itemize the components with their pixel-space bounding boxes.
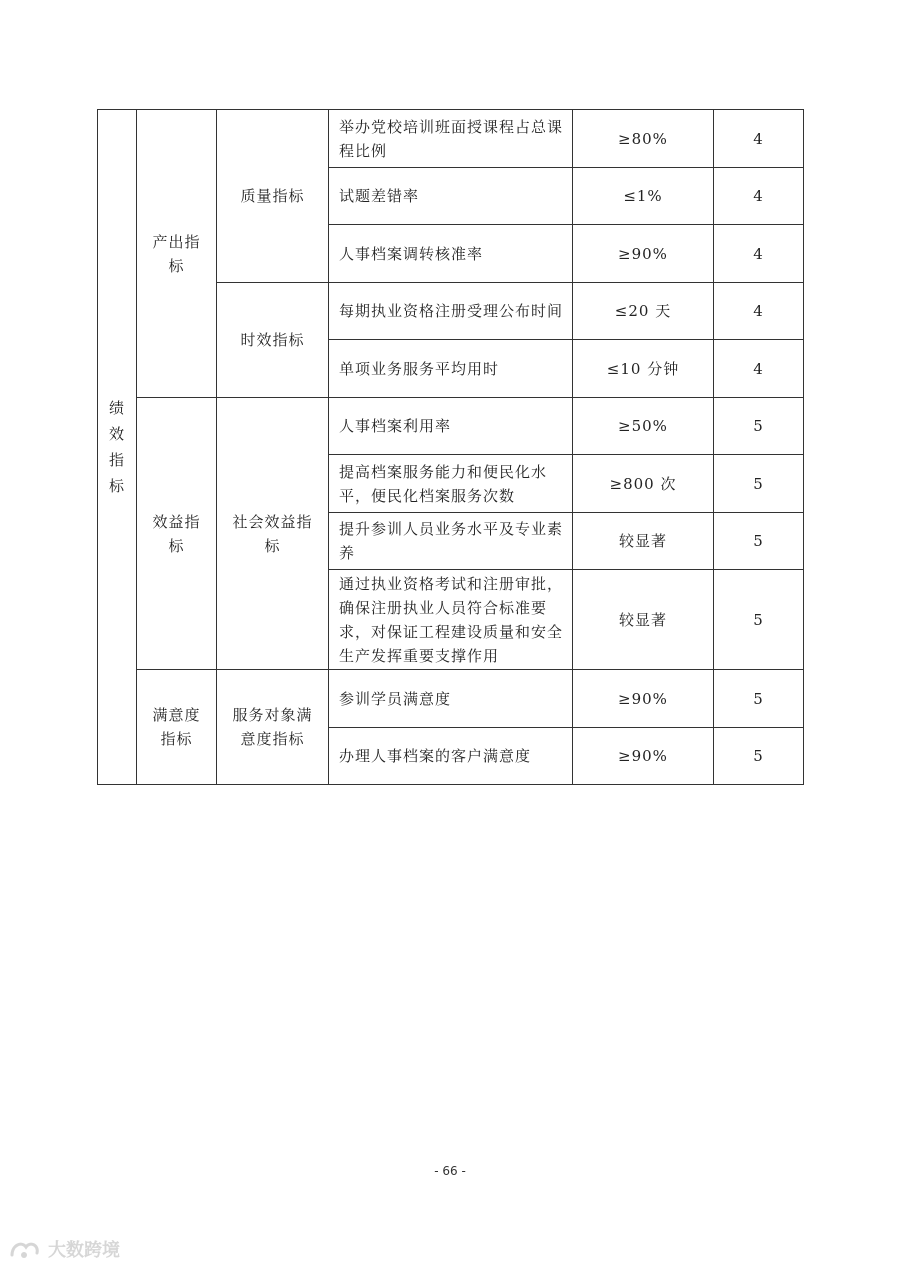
indicator-cell: 人事档案调转核准率 bbox=[329, 225, 573, 283]
score-cell: 5 bbox=[714, 455, 804, 513]
indicator-cell: 单项业务服务平均用时 bbox=[329, 340, 573, 398]
target-value-cell: 较显著 bbox=[573, 570, 714, 670]
score-cell: 5 bbox=[714, 570, 804, 670]
table-row bbox=[98, 398, 804, 455]
indicator-cell: 参训学员满意度 bbox=[329, 670, 573, 728]
score-cell: 5 bbox=[714, 513, 804, 570]
table-row bbox=[98, 110, 804, 168]
performance-indicator-table bbox=[97, 109, 804, 785]
score-cell: 4 bbox=[714, 225, 804, 283]
level3-service-satisfaction: 服务对象满意度指标 bbox=[217, 670, 329, 785]
level2-output: 产出指标 bbox=[137, 110, 217, 398]
indicator-cell: 提高档案服务能力和便民化水平，便民化档案服务次数 bbox=[329, 455, 573, 513]
table-row bbox=[98, 670, 804, 728]
target-value-cell: 较显著 bbox=[573, 513, 714, 570]
score-cell: 4 bbox=[714, 340, 804, 398]
target-value-cell: ≥80% bbox=[573, 110, 714, 168]
target-value-cell: ≥90% bbox=[573, 225, 714, 283]
score-cell: 4 bbox=[714, 110, 804, 168]
target-value-cell: ≤20 天 bbox=[573, 283, 714, 340]
indicator-cell: 举办党校培训班面授课程占总课程比例 bbox=[329, 110, 573, 168]
target-value-cell: ≥90% bbox=[573, 728, 714, 785]
indicator-cell: 通过执业资格考试和注册审批，确保注册执业人员符合标准要求，对保证工程建设质量和安全生产发挥重要支撑作用 bbox=[329, 570, 573, 670]
indicator-cell: 人事档案利用率 bbox=[329, 398, 573, 455]
level1-label: 绩效指标 bbox=[109, 399, 126, 495]
level3-timeliness: 时效指标 bbox=[217, 283, 329, 398]
target-value-cell: ≤10 分钟 bbox=[573, 340, 714, 398]
indicator-cell: 试题差错率 bbox=[329, 168, 573, 225]
score-cell: 4 bbox=[714, 283, 804, 340]
target-value-cell: ≥90% bbox=[573, 670, 714, 728]
score-cell: 5 bbox=[714, 670, 804, 728]
level2-benefit: 效益指标 bbox=[137, 398, 217, 670]
level3-social-benefit: 社会效益指标 bbox=[217, 398, 329, 670]
indicator-cell: 办理人事档案的客户满意度 bbox=[329, 728, 573, 785]
indicator-cell: 提升参训人员业务水平及专业素养 bbox=[329, 513, 573, 570]
watermark bbox=[8, 1236, 120, 1262]
level3-quality: 质量指标 bbox=[217, 110, 329, 283]
page-number: - 66 - bbox=[434, 1164, 466, 1178]
score-cell: 4 bbox=[714, 168, 804, 225]
target-value-cell: ≥800 次 bbox=[573, 455, 714, 513]
indicator-cell: 每期执业资格注册受理公布时间 bbox=[329, 283, 573, 340]
level1-cell bbox=[98, 110, 137, 785]
watermark-text: 大数跨境 bbox=[48, 1240, 120, 1261]
target-value-cell: ≤1% bbox=[573, 168, 714, 225]
level2-satisfaction: 满意度指标 bbox=[137, 670, 217, 785]
score-cell: 5 bbox=[714, 728, 804, 785]
target-value-cell: ≥50% bbox=[573, 398, 714, 455]
brand-logo-icon bbox=[8, 1237, 42, 1261]
score-cell: 5 bbox=[714, 398, 804, 455]
